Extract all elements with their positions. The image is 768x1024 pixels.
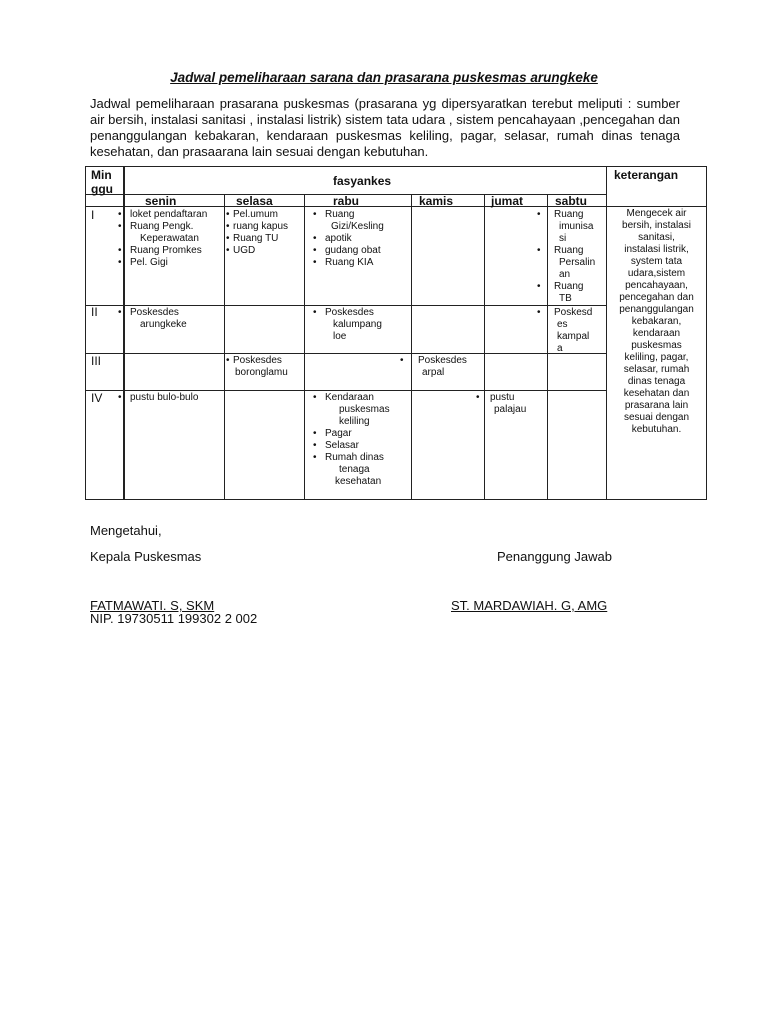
keterangan-line: kebakaran,: [631, 316, 682, 327]
keterangan-line: selasar, rumah: [623, 364, 690, 375]
list-item-cont: puskesmas: [339, 404, 390, 415]
cell-w1-sabtu: [537, 209, 606, 305]
document-title: Jadwal pemeliharaan sarana dan prasarana puskesmas arungkeke: [170, 70, 598, 85]
day-header-rabu: rabu: [333, 194, 360, 208]
left-signatory-nip: NIP. 19730511 199302 2 002: [90, 611, 258, 626]
keterangan-line: keliling, pagar,: [624, 352, 689, 363]
list-item: • Poskesdes: [118, 307, 224, 319]
list-item-cont: tenaga: [339, 464, 370, 475]
keterangan-line: instalasi listrik,: [624, 244, 689, 255]
list-item-cont: arpal: [422, 367, 445, 378]
list-item: • pustu: [476, 392, 547, 404]
keterangan-header: keterangan: [614, 168, 679, 182]
list-item: • loket pendaftaran: [118, 209, 224, 221]
list-item: • pustu bulo-bulo: [118, 392, 224, 404]
week-label-3: III: [91, 354, 102, 368]
keterangan-line: penanggulangan: [619, 304, 694, 315]
list-item-cont: a: [557, 343, 563, 354]
cell-w3-selasa: [226, 355, 356, 379]
list-item-cont: boronglamu: [235, 367, 288, 378]
left-signatory-name: FATMAWATI. S, SKM: [90, 598, 215, 613]
cell-w3-kamis: [400, 355, 484, 379]
list-item-cont: an: [559, 269, 571, 280]
list-item: • Ruang: [313, 209, 411, 221]
cell-w4-rabu: [313, 392, 411, 488]
list-item: • Ruang: [537, 209, 606, 221]
keterangan-line: sesuai dengan: [623, 412, 690, 423]
list-item: • gudang obat: [313, 245, 411, 257]
list-item: • Ruang Pengk.: [118, 221, 224, 233]
keterangan-line: udara,sistem: [627, 268, 686, 279]
day-header-selasa: selasa: [236, 194, 273, 208]
cell-w1-senin: [118, 209, 224, 269]
kepala-puskesmas-label: Kepala Puskesmas: [90, 549, 202, 564]
minggu-header-1: Min: [91, 168, 112, 182]
list-item: • Pagar: [313, 428, 411, 440]
minggu-header-2: ggu: [91, 182, 113, 196]
cell-w4-jumat: [476, 392, 547, 416]
list-item: • Poskesdes: [400, 355, 484, 367]
list-item-cont: arungkeke: [140, 319, 187, 330]
day-header-kamis: kamis: [419, 194, 454, 208]
list-item: • UGD: [226, 245, 304, 257]
cell-w2-sabtu: [537, 307, 606, 355]
list-item-cont: Persalin: [559, 257, 596, 268]
penanggung-jawab-label: Penanggung Jawab: [497, 549, 612, 564]
list-item: • Poskesdes: [313, 307, 411, 319]
list-item: • apotik: [313, 233, 411, 245]
list-item-cont: TB: [559, 293, 572, 304]
list-item: • ruang kapus: [226, 221, 304, 233]
list-item: • Poskesdes: [226, 355, 356, 367]
list-item: • Ruang: [537, 245, 606, 257]
cell-keterangan: [607, 208, 706, 436]
list-item-cont: kesehatan: [335, 476, 382, 487]
cell-w2-senin: [118, 307, 224, 331]
keterangan-line: kendaraan: [632, 328, 681, 339]
list-item: • Kendaraan: [313, 392, 411, 404]
list-item: • Selasar: [313, 440, 411, 452]
intro-paragraph: Jadwal pemeliharaan prasarana puskesmas (prasarana yg dipersyaratkan terebut meliputi : sumber air bersih, instalasi sanitasi , instalasi listrik) sistem tata udara , sistem pencahayaan ,pencegahan dan penanggulangan kebakaran, kendaraan puskesmas keliling, pagar, selasar, rumah dinas tenaga kesehatan, dan prasaarana lain sesuai dengan kebutuhan.: [90, 96, 680, 159]
list-item-cont: keliling: [339, 416, 370, 427]
list-item: • Ruang TU: [226, 233, 304, 245]
cell-w2-rabu: [313, 307, 411, 343]
keterangan-line: puskesmas: [631, 340, 682, 351]
mengetahui-label: Mengetahui,: [90, 523, 162, 538]
cell-w1-rabu: [313, 209, 411, 269]
keterangan-line: bersih, instalasi: [622, 220, 691, 231]
keterangan-line: pencahayaan,: [625, 280, 688, 291]
right-signatory-name: ST. MARDAWIAH. G, AMG: [451, 598, 608, 613]
list-item: • Pel. Gigi: [118, 257, 224, 269]
list-item-cont: Gizi/Kesling: [331, 221, 384, 232]
list-item-cont: si: [559, 233, 567, 244]
day-header-jumat: jumat: [491, 194, 524, 208]
keterangan-line: prasarana lain: [624, 400, 689, 411]
list-item: • Poskesd: [537, 307, 606, 319]
list-item: • Pel.umum: [226, 209, 304, 221]
keterangan-line: Mengecek air: [626, 208, 687, 219]
list-item-cont: kalumpang: [333, 319, 382, 330]
keterangan-line: pencegahan dan: [619, 292, 694, 303]
cell-w1-selasa: [226, 209, 304, 257]
list-item-cont: palajau: [494, 404, 527, 415]
list-item-cont: loe: [333, 331, 347, 342]
week-label-4: IV: [91, 391, 103, 405]
keterangan-line: system tata: [630, 256, 683, 267]
list-item: • Ruang KIA: [313, 257, 411, 269]
list-item: • Ruang Promkes: [118, 245, 224, 257]
fasyankes-header: fasyankes: [333, 174, 392, 188]
week-label-2: II: [91, 305, 98, 319]
list-item-cont: es: [557, 319, 568, 330]
list-item-cont: kampal: [557, 331, 590, 342]
list-item-cont: imunisa: [559, 221, 594, 232]
day-header-senin: senin: [145, 194, 177, 208]
keterangan-line: sanitasi,: [638, 232, 675, 243]
list-item: • Rumah dinas: [313, 452, 411, 464]
list-item-cont: Keperawatan: [140, 233, 199, 244]
list-item: • Ruang: [537, 281, 606, 293]
keterangan-line: dinas tenaga: [627, 376, 686, 387]
keterangan-line: kesehatan dan: [623, 388, 690, 399]
cell-w4-senin: [118, 392, 224, 404]
keterangan-line: kebutuhan.: [631, 424, 682, 435]
day-header-sabtu: sabtu: [555, 194, 588, 208]
week-label-1: I: [91, 208, 95, 222]
